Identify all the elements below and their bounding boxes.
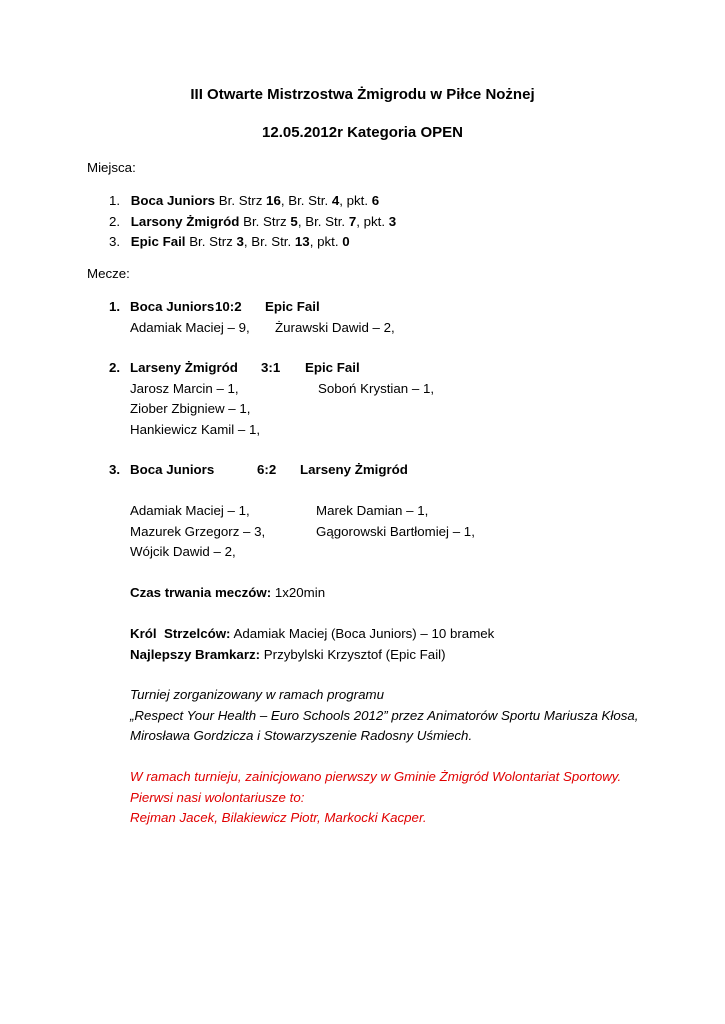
match-number: 3. <box>109 462 121 477</box>
match-score: 3:1 <box>261 360 281 375</box>
scorer-home: Jarosz Marcin – 1, <box>130 381 239 396</box>
matches-heading: Mecze: <box>87 266 130 281</box>
top-scorer <box>130 625 494 643</box>
scorer-away: Soboń Krystian – 1, <box>318 381 435 396</box>
best-goalkeeper-value: Przybylski Krzysztof (Epic Fail) <box>263 647 446 662</box>
match-score: 6:2 <box>257 462 277 477</box>
match-number: 2. <box>109 360 121 375</box>
match-home-team: Boca Juniors <box>130 299 215 314</box>
scorer-away: Marek Damian – 1, <box>316 503 429 518</box>
match-home-team: Boca Juniors <box>130 462 215 477</box>
scorer-home: Mazurek Grzegorz – 3, <box>130 524 266 539</box>
match-score: 10:2 <box>215 299 242 314</box>
place-number: 2. <box>109 214 121 229</box>
top-scorer-value: Adamiak Maciej (Boca Juniors) – 10 bramek <box>233 626 495 641</box>
volunteer-line: W ramach turnieju, zainicjowano pierwszy w Gminie Żmigród Wolontariat Sportowy. <box>130 769 622 784</box>
places-heading: Miejsca: <box>87 160 136 175</box>
scorer-home: Ziober Zbigniew – 1, <box>130 401 251 416</box>
place-team: Boca Juniors <box>130 193 216 208</box>
place-team: Epic Fail <box>130 234 186 249</box>
match-duration <box>130 584 325 602</box>
document-title: III Otwarte Mistrzostwa Żmigrodu w Piłce Nożnej <box>190 86 535 103</box>
place-item: 2. Larsony Żmigród Br. Strz 5, Br. Str. 7, pkt. 3 <box>109 214 397 229</box>
scorer-home: Adamiak Maciej – 9, <box>130 320 250 335</box>
organizer-line: „Respect Your Health – Euro Schools 2012” przez Animatorów Sportu Mariusza Kłosa, <box>130 708 639 723</box>
volunteer-line: Pierwsi nasi wolontariusze to: <box>130 790 305 805</box>
match-home-team: Larseny Żmigród <box>130 360 238 375</box>
organizer-line: Turniej zorganizowany w ramach programu <box>130 687 384 702</box>
place-team: Larsony Żmigród <box>130 214 240 229</box>
scorer-away: Gągorowski Bartłomiej – 1, <box>316 524 475 539</box>
top-scorer-label: Król Strzelców: <box>130 626 231 641</box>
match-duration-value: 1x20min <box>274 585 326 600</box>
document-subtitle: 12.05.2012r Kategoria OPEN <box>262 124 463 141</box>
match-duration-label: Czas trwania meczów: <box>130 585 272 600</box>
scorer-away: Żurawski Dawid – 2, <box>275 320 395 335</box>
best-goalkeeper <box>130 646 446 664</box>
match-away-team: Epic Fail <box>265 299 320 314</box>
scorer-home: Wójcik Dawid – 2, <box>130 544 236 559</box>
organizer-line: Mirosława Gordzicza i Stowarzyszenie Radosny Uśmiech. <box>130 728 473 743</box>
place-item: 3. Epic Fail Br. Strz 3, Br. Str. 13, pkt. 0 <box>109 234 350 249</box>
volunteer-line: Rejman Jacek, Bilakiewicz Piotr, Markocki Kacper. <box>130 810 427 825</box>
scorer-home: Adamiak Maciej – 1, <box>130 503 250 518</box>
match-away-team: Larseny Żmigród <box>300 462 408 477</box>
place-number: 3. <box>109 234 121 249</box>
match-number: 1. <box>109 299 121 314</box>
scorer-home: Hankiewicz Kamil – 1, <box>130 422 261 437</box>
match-away-team: Epic Fail <box>305 360 360 375</box>
best-goalkeeper-label: Najlepszy Bramkarz: <box>130 647 261 662</box>
place-item: 1. Boca Juniors Br. Strz 16, Br. Str. 4, pkt. 6 <box>109 193 380 208</box>
place-number: 1. <box>109 193 121 208</box>
